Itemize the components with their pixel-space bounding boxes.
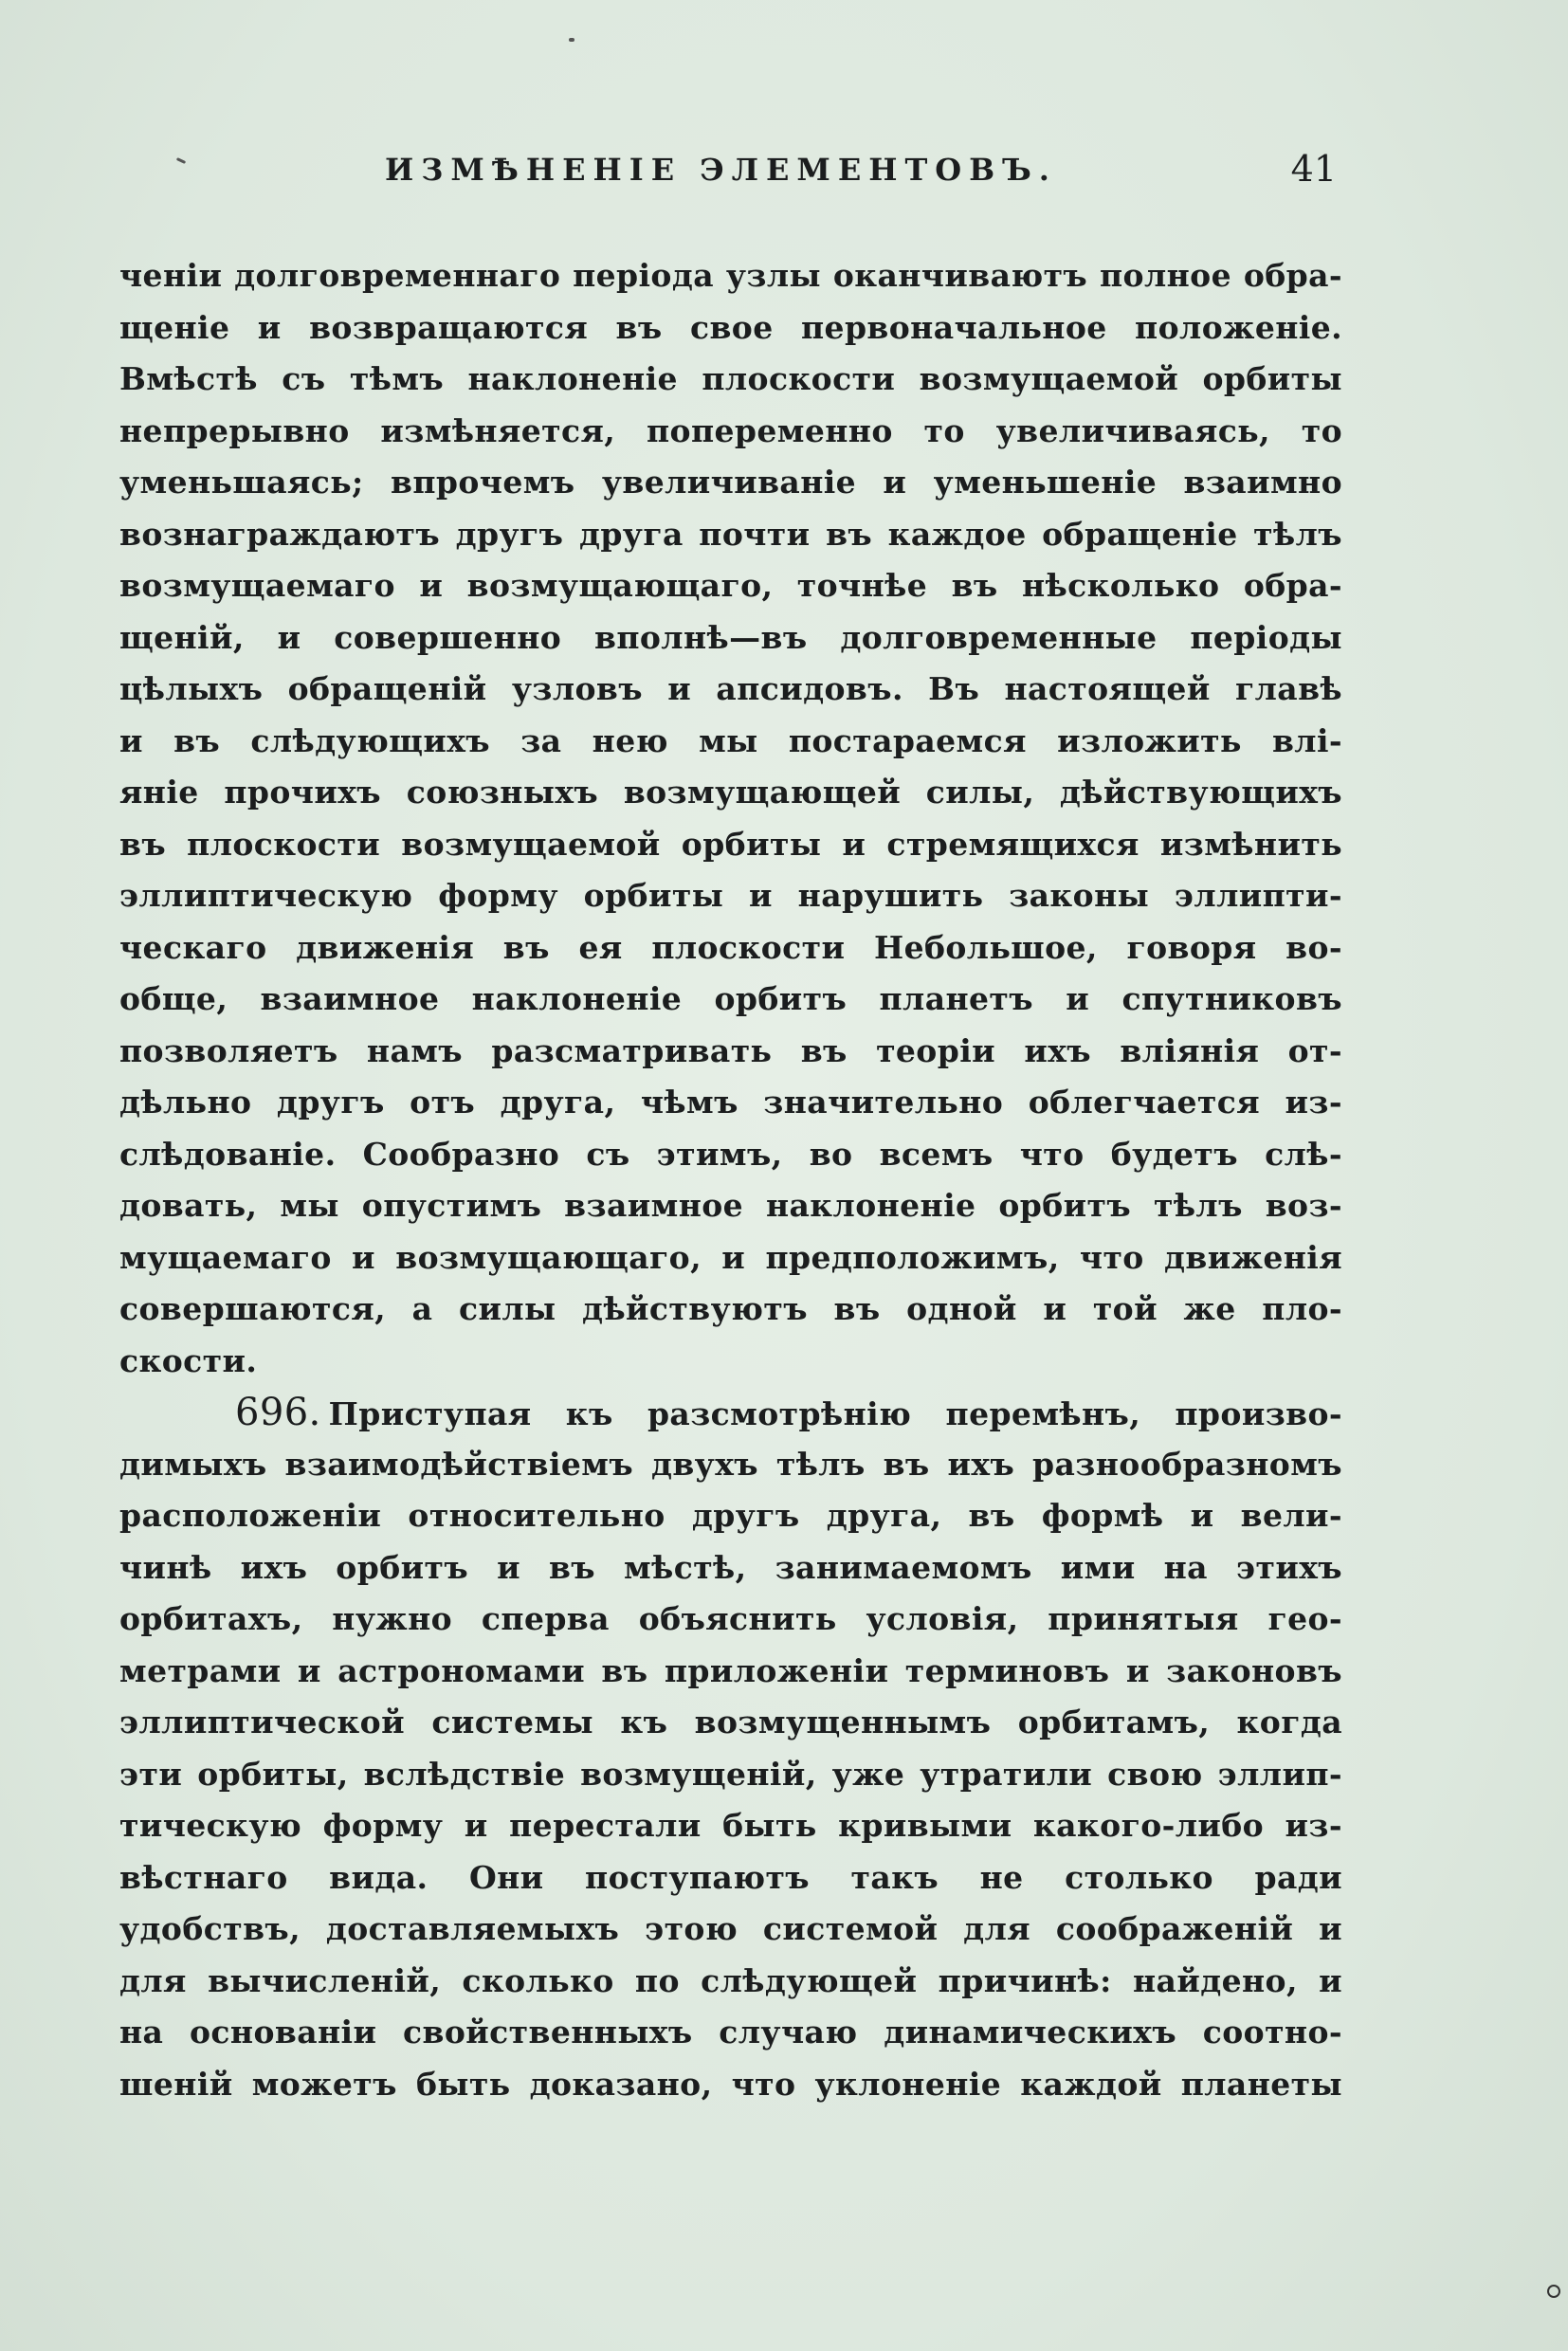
text-line: и въ слѣдующихъ за нею мы постараемся изложить влі- [119,721,1342,759]
paragraph-first-line [119,1387,1342,1439]
text-line: ческаго движенія въ ея плоскости Небольшое, говоря во- [119,928,1342,966]
text-line: вѣстнаго вида. Они поступаютъ такъ не столько ради [119,1858,1342,1896]
text-line: позволяетъ намъ разсматривать въ теоріи ихъ вліянія от- [119,1031,1342,1069]
text-line: довать, мы опустимъ взаимное наклоненіе орбитъ тѣлъ воз- [119,1187,1342,1224]
text-line: эллиптическую форму орбиты и нарушить законы эллипти- [119,877,1342,914]
text-line: непрерывно измѣняется, попеременно то увеличиваясь, то [119,411,1342,449]
text-line: совершаются, а силы дѣйствуютъ въ одной и той же пло- [119,1290,1342,1327]
edge-mark [1547,2285,1560,2298]
text-line: шеній можетъ быть доказано, что уклоненіе каждой планеты [119,2065,1342,2103]
text-line: обще, взаимное наклоненіе орбитъ планетъ и спутниковъ [119,980,1342,1017]
text-line: щеніе и возвращаются въ свое первоначальное положеніе. [119,308,1342,346]
text-line: удобствъ, доставляемыхъ этою системой для соображеній и [119,1910,1342,1947]
text-line: яніе прочихъ союзныхъ возмущающей силы, дѣйствующихъ [119,774,1342,811]
paragraph-1 [119,250,1342,1387]
text-line: возмущаемаго и возмущающаго, точнѣе въ нѣсколько обра- [119,567,1342,604]
text-line: Приступая къ разсмотрѣнію перемѣнъ, произво- [328,1395,1342,1432]
running-title: ИЗМѢНЕНІЕ ЭЛЕМЕНТОВЪ. [385,152,1057,188]
text-line: эти орбиты, вслѣдствіе возмущеній, уже утратили свою эллип- [119,1755,1342,1793]
text-line: цѣлыхъ обращеній узловъ и апсидовъ. Въ настоящей главѣ [119,670,1342,707]
text-line: димыхъ взаимодѣйствіемъ двухъ тѣлъ въ ихъ разнообразномъ [119,1445,1342,1483]
body-text [119,250,1342,2110]
text-line: орбитахъ, нужно сперва объяснить условія, принятыя гео- [119,1600,1342,1637]
ink-speck [569,38,574,42]
page-header [119,140,1342,197]
text-line: вознаграждаютъ другъ друга почти въ каждое обращеніе тѣлъ [119,515,1342,553]
paragraph-number: 696. [235,1391,321,1434]
text-line: скости. [119,1341,258,1379]
text-line: тическую форму и перестали быть кривыми какого-либо из- [119,1807,1342,1844]
text-line: дѣльно другъ отъ друга, чѣмъ значительно облегчается из- [119,1084,1342,1121]
text-line: ченіи долговременнаго періода узлы оканчиваютъ полное обра- [119,257,1342,294]
page-number: 41 [1290,148,1337,190]
text-line: чинѣ ихъ орбитъ и въ мѣстѣ, занимаемомъ ими на этихъ [119,1548,1342,1586]
text-line: для вычисленій, сколько по слѣдующей причинѣ: найдено, и [119,1961,1342,1999]
text-line: метрами и астрономами въ приложеніи терминовъ и законовъ [119,1651,1342,1689]
text-line: мущаемаго и возмущающаго, и предположимъ, что движенія [119,1238,1342,1276]
text-line: уменьшаясь; впрочемъ увеличиваніе и уменьшеніе взаимно [119,464,1342,501]
text-line: въ плоскости возмущаемой орбиты и стремящихся измѣнить [119,825,1342,863]
text-line: эллиптической системы къ возмущеннымъ орбитамъ, когда [119,1704,1342,1740]
text-line: расположеніи относительно другъ друга, въ формѣ и вели- [119,1497,1342,1534]
text-line: щеній, и совершенно вполнѣ—въ долговременные періоды [119,618,1342,656]
text-line: Вмѣстѣ съ тѣмъ наклоненіе плоскости возмущаемой орбиты [119,360,1342,397]
paragraph-696 [119,1387,1342,2110]
text-line: слѣдованіе. Сообразно съ этимъ, во всемъ что будетъ слѣ- [119,1135,1342,1173]
text-line: на основаніи свойственныхъ случаю динамическихъ соотно- [119,2014,1342,2050]
